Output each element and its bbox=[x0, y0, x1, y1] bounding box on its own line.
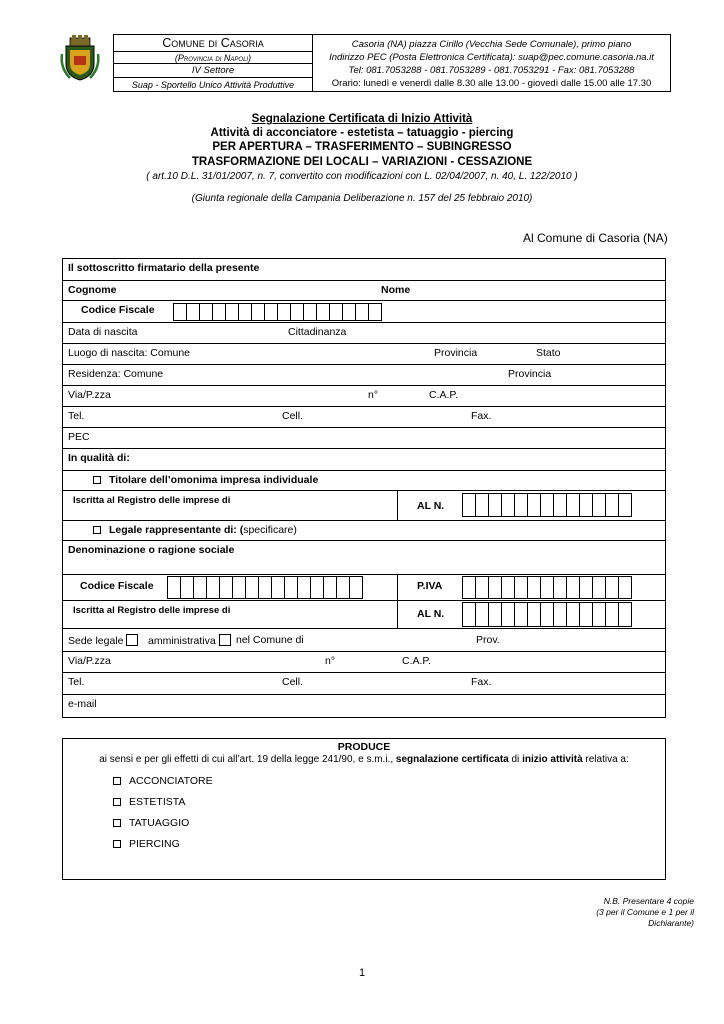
title-line-3: PER APERTURA – TRASFERIMENTO – SUBINGRESSO bbox=[212, 141, 512, 153]
amministrativa-option[interactable]: amministrativa bbox=[148, 634, 234, 647]
iscritta-impresa-label: Iscritta al Registro delle imprese di bbox=[73, 605, 231, 616]
email-label: e-mail bbox=[68, 698, 97, 710]
cap-sede-label: C.A.P. bbox=[402, 655, 431, 667]
al-n-impresa-label: AL N. bbox=[417, 608, 445, 620]
option-piercing[interactable]: PIERCING bbox=[113, 838, 180, 850]
prov-label: Prov. bbox=[476, 634, 500, 646]
pec-line: Indirizzo PEC (Posta Elettronica Certificata): suap@pec.comune.casoria.na.it bbox=[329, 52, 654, 63]
numero-sede-label: n° bbox=[325, 655, 336, 667]
piva-boxes[interactable] bbox=[462, 576, 631, 599]
cell-label: Cell. bbox=[282, 410, 304, 422]
cell-sede-label: Cell. bbox=[282, 676, 304, 688]
rea-number-boxes[interactable] bbox=[462, 493, 631, 517]
titolare-option[interactable]: Titolare dell’omonima impresa individuale bbox=[93, 474, 318, 486]
sottoscritto-label: Il sottoscritto firmatario della presente bbox=[68, 262, 260, 274]
luogo-nascita-label: Luogo di nascita: Comune bbox=[68, 347, 190, 359]
piva-label: P.IVA bbox=[417, 580, 443, 592]
codice-fiscale-boxes[interactable] bbox=[173, 303, 381, 321]
pec-label: PEC bbox=[68, 431, 90, 443]
suap-label: Suap - Sportello Unico Attività Produttive bbox=[131, 80, 295, 90]
header-left bbox=[114, 35, 313, 91]
codice-fiscale-impresa-boxes[interactable] bbox=[167, 576, 362, 599]
numero-label: n° bbox=[368, 389, 379, 401]
codice-fiscale-label: Codice Fiscale bbox=[81, 304, 155, 316]
page-number: 1 bbox=[358, 967, 366, 979]
tatuaggio-checkbox[interactable] bbox=[113, 819, 121, 827]
cognome-label: Cognome bbox=[68, 284, 117, 296]
cittadinanza-label: Cittadinanza bbox=[288, 326, 347, 338]
provincia-residenza-label: Provincia bbox=[508, 368, 552, 380]
provincia-label: (Provincia di Napoli) bbox=[114, 52, 312, 64]
data-nascita-label: Data di nascita bbox=[68, 326, 138, 338]
stato-label: Stato bbox=[536, 347, 561, 359]
copies-note: N.B. Presentare 4 copie (3 per il Comune e 1 per il Dichiarante) bbox=[596, 896, 694, 928]
title-line-5: ( art.10 D.L. 31/01/2007, n. 7, convertito con modificazioni con L. 02/04/2007, n. 40, L. 122/2010 ) bbox=[146, 171, 578, 182]
codice-fiscale-impresa-label: Codice Fiscale bbox=[80, 580, 154, 592]
qualita-label: In qualità di: bbox=[68, 452, 130, 464]
via-sede-label: Via/P.zza bbox=[68, 655, 111, 667]
comune-name: Comune di Casoria bbox=[114, 35, 312, 52]
recipient: Al Comune di Casoria (NA) bbox=[523, 231, 668, 245]
produce-box bbox=[62, 738, 666, 880]
produce-text: ai sensi e per gli effetti di cui all’art. 19 della legge 241/90, e s.m.i., segnalazione certificata di inizio attività relativa a: bbox=[99, 754, 629, 765]
option-acconciatore[interactable]: ACCONCIATORE bbox=[113, 775, 213, 787]
address-line: Casoria (NA) piazza Cirillo (Vecchia Sede Comunale), primo piano bbox=[351, 39, 632, 50]
sede-legale-option[interactable]: Sede legale bbox=[68, 634, 141, 647]
estetista-checkbox[interactable] bbox=[113, 798, 121, 806]
fax-label: Fax. bbox=[471, 410, 492, 422]
declarant-form bbox=[62, 258, 666, 718]
option-estetista[interactable]: ESTETISTA bbox=[113, 796, 185, 808]
header-right bbox=[313, 35, 670, 91]
nome-label: Nome bbox=[381, 284, 411, 296]
title-line-6: (Giunta regionale della Campania Deliberazione n. 157 del 25 febbraio 2010) bbox=[191, 193, 533, 204]
comune-crest-logo bbox=[60, 34, 100, 82]
sede-legale-checkbox[interactable] bbox=[126, 634, 138, 646]
titolare-checkbox[interactable] bbox=[93, 476, 101, 484]
al-n-label: AL N. bbox=[417, 500, 445, 512]
amministrativa-checkbox[interactable] bbox=[219, 634, 231, 646]
header-table bbox=[113, 34, 671, 92]
legale-option[interactable]: Legale rappresentante di: (specificare) bbox=[93, 524, 297, 536]
fax-sede-label: Fax. bbox=[471, 676, 492, 688]
settore-label: IV Settore bbox=[114, 64, 312, 78]
title-line-2: Attività di acconciatore - estetista – tatuaggio - piercing bbox=[210, 127, 514, 139]
rea-impresa-boxes[interactable] bbox=[462, 602, 631, 627]
cap-label: C.A.P. bbox=[429, 389, 458, 401]
iscritta-label: Iscritta al Registro delle imprese di bbox=[73, 495, 231, 506]
provincia-label: Provincia bbox=[434, 347, 478, 359]
tel-label: Tel. bbox=[68, 410, 85, 422]
produce-heading: PRODUCE bbox=[337, 741, 391, 753]
tel-sede-label: Tel. bbox=[68, 676, 85, 688]
denominazione-label: Denominazione o ragione sociale bbox=[68, 544, 235, 556]
acconciatore-checkbox[interactable] bbox=[113, 777, 121, 785]
title-line-1: Segnalazione Certificata di Inizio Attività bbox=[251, 113, 473, 125]
hours-line: Orario: lunedì e venerdì dalle 8.30 alle 13.00 - giovedì dalle 15.00 alle 17.30 bbox=[331, 78, 652, 89]
nel-comune-label: nel Comune di bbox=[236, 634, 304, 646]
legale-checkbox[interactable] bbox=[93, 526, 101, 534]
option-tatuaggio[interactable]: TATUAGGIO bbox=[113, 817, 189, 829]
via-label: Via/P.zza bbox=[68, 389, 111, 401]
residenza-label: Residenza: Comune bbox=[68, 368, 164, 380]
title-line-4: TRASFORMAZIONE DEI LOCALI – VARIAZIONI - CESSAZIONE bbox=[191, 156, 533, 168]
phone-line: Tel: 081.7053288 - 081.7053289 - 081.7053291 - Fax: 081.7053288 bbox=[348, 65, 635, 76]
piercing-checkbox[interactable] bbox=[113, 840, 121, 848]
